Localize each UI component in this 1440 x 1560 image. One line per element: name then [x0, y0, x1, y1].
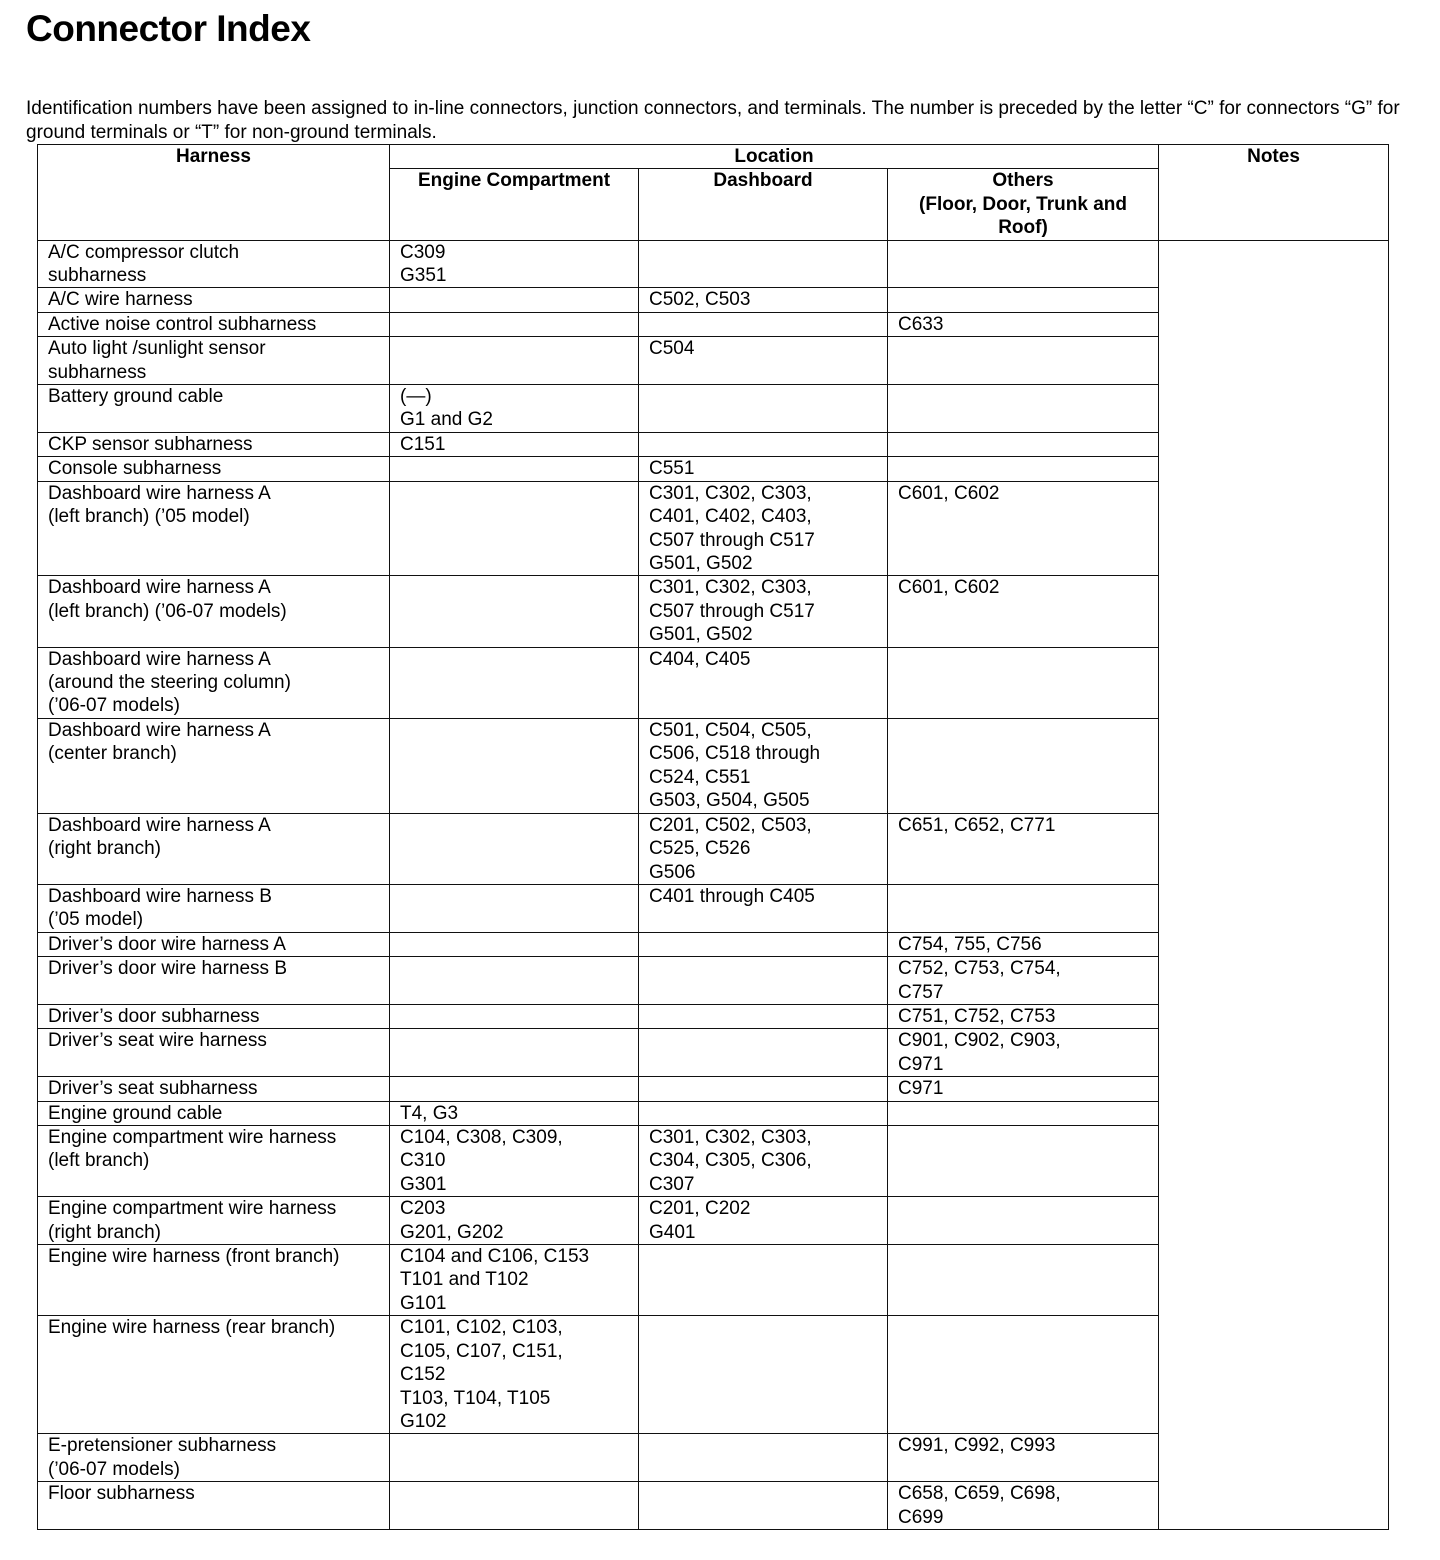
cell-dashboard [639, 1077, 888, 1101]
cell-harness: Dashboard wire harness A (right branch) [38, 813, 390, 884]
header-harness: Harness [38, 145, 390, 241]
cell-engine [390, 288, 639, 312]
cell-dashboard [639, 312, 888, 336]
cell-others [888, 647, 1159, 718]
cell-harness: Dashboard wire harness A (center branch) [38, 718, 390, 813]
cell-harness: CKP sensor subharness [38, 432, 390, 456]
cell-dashboard [639, 1101, 888, 1125]
cell-others: C751, C752, C753 [888, 1005, 1159, 1029]
cell-dashboard: C404, C405 [639, 647, 888, 718]
cell-dashboard [639, 1434, 888, 1482]
cell-dashboard [639, 385, 888, 433]
cell-harness: A/C wire harness [38, 288, 390, 312]
cell-harness: Driver’s seat wire harness [38, 1029, 390, 1077]
cell-engine [390, 576, 639, 647]
cell-others [888, 1316, 1159, 1434]
cell-harness: Dashboard wire harness B (’05 model) [38, 884, 390, 932]
cell-harness: E-pretensioner subharness (’06-07 models) [38, 1434, 390, 1482]
cell-others: C651, C652, C771 [888, 813, 1159, 884]
cell-engine: T4, G3 [390, 1101, 639, 1125]
cell-harness: Driver’s seat subharness [38, 1077, 390, 1101]
cell-engine [390, 647, 639, 718]
cell-dashboard [639, 1029, 888, 1077]
connector-index-table [37, 144, 1389, 1530]
cell-dashboard: C502, C503 [639, 288, 888, 312]
cell-others: C971 [888, 1077, 1159, 1101]
cell-engine [390, 884, 639, 932]
cell-others [888, 1101, 1159, 1125]
cell-others [888, 385, 1159, 433]
cell-dashboard [639, 1316, 888, 1434]
cell-harness: Engine wire harness (rear branch) [38, 1316, 390, 1434]
cell-engine [390, 1482, 639, 1530]
cell-others: C754, 755, C756 [888, 932, 1159, 956]
cell-engine [390, 312, 639, 336]
cell-dashboard: C551 [639, 457, 888, 481]
cell-engine [390, 1077, 639, 1101]
cell-harness: Driver’s door wire harness B [38, 957, 390, 1005]
table-row [38, 240, 1389, 288]
cell-dashboard: C301, C302, C303, C304, C305, C306, C307 [639, 1126, 888, 1197]
cell-engine [390, 718, 639, 813]
cell-engine: C104 and C106, C153 T101 and T102 G101 [390, 1245, 639, 1316]
header-engine-compartment: Engine Compartment [390, 169, 639, 240]
cell-dashboard: C201, C202 G401 [639, 1197, 888, 1245]
cell-others: C991, C992, C993 [888, 1434, 1159, 1482]
cell-harness: Active noise control subharness [38, 312, 390, 336]
cell-dashboard [639, 1482, 888, 1530]
cell-harness: Driver’s door wire harness A [38, 932, 390, 956]
cell-others: C601, C602 [888, 481, 1159, 576]
cell-dashboard [639, 240, 888, 288]
cell-others [888, 1126, 1159, 1197]
cell-harness: Auto light /sunlight sensor subharness [38, 337, 390, 385]
cell-engine [390, 813, 639, 884]
cell-dashboard [639, 1245, 888, 1316]
cell-dashboard [639, 957, 888, 1005]
cell-harness: Floor subharness [38, 1482, 390, 1530]
cell-others: C633 [888, 312, 1159, 336]
cell-dashboard [639, 432, 888, 456]
cell-engine [390, 1434, 639, 1482]
cell-others [888, 432, 1159, 456]
cell-engine [390, 1029, 639, 1077]
cell-engine [390, 957, 639, 1005]
cell-dashboard: C504 [639, 337, 888, 385]
cell-engine: C203 G201, G202 [390, 1197, 639, 1245]
cell-others: C752, C753, C754, C757 [888, 957, 1159, 1005]
cell-harness: Dashboard wire harness A (left branch) (’05 model) [38, 481, 390, 576]
cell-engine: C151 [390, 432, 639, 456]
cell-engine: C104, C308, C309, C310 G301 [390, 1126, 639, 1197]
cell-others [888, 718, 1159, 813]
cell-others [888, 240, 1159, 288]
cell-engine [390, 1005, 639, 1029]
header-others: Others (Floor, Door, Trunk and Roof) [888, 169, 1159, 240]
table-header-row [38, 145, 1389, 169]
cell-others: C601, C602 [888, 576, 1159, 647]
cell-harness: Driver’s door subharness [38, 1005, 390, 1029]
cell-engine [390, 337, 639, 385]
cell-engine: C101, C102, C103, C105, C107, C151, C152 T103, T104, T105 G102 [390, 1316, 639, 1434]
cell-dashboard [639, 1005, 888, 1029]
cell-engine: (—) G1 and G2 [390, 385, 639, 433]
cell-dashboard: C301, C302, C303, C401, C402, C403, C507 through C517 G501, G502 [639, 481, 888, 576]
cell-engine [390, 932, 639, 956]
cell-engine [390, 457, 639, 481]
cell-harness: Console subharness [38, 457, 390, 481]
cell-others: C901, C902, C903, C971 [888, 1029, 1159, 1077]
cell-harness: Engine wire harness (front branch) [38, 1245, 390, 1316]
cell-dashboard: C201, C502, C503, C525, C526 G506 [639, 813, 888, 884]
cell-engine [390, 481, 639, 576]
cell-others [888, 1245, 1159, 1316]
cell-harness: Engine compartment wire harness (right branch) [38, 1197, 390, 1245]
intro-paragraph: Identification numbers have been assigned to in-line connectors, junction connectors, and terminals. The number is preceded by the letter “C” for connectors “G” for ground terminals or “T” for non-ground terminals. [26, 98, 1400, 143]
cell-dashboard [639, 932, 888, 956]
cell-dashboard: C401 through C405 [639, 884, 888, 932]
header-dashboard: Dashboard [639, 169, 888, 240]
cell-harness: Battery ground cable [38, 385, 390, 433]
cell-others [888, 337, 1159, 385]
cell-harness: Dashboard wire harness A (around the steering column) (’06-07 models) [38, 647, 390, 718]
cell-dashboard: C301, C302, C303, C507 through C517 G501, G502 [639, 576, 888, 647]
cell-dashboard: C501, C504, C505, C506, C518 through C524, C551 G503, G504, G505 [639, 718, 888, 813]
cell-engine: C309 G351 [390, 240, 639, 288]
cell-others [888, 288, 1159, 312]
cell-others [888, 457, 1159, 481]
cell-harness: A/C compressor clutch subharness [38, 240, 390, 288]
cell-harness: Engine compartment wire harness (left branch) [38, 1126, 390, 1197]
cell-harness: Dashboard wire harness A (left branch) (’06-07 models) [38, 576, 390, 647]
cell-others [888, 1197, 1159, 1245]
header-notes: Notes [1159, 145, 1389, 241]
cell-harness: Engine ground cable [38, 1101, 390, 1125]
table-body [38, 240, 1389, 1529]
header-location: Location [390, 145, 1159, 169]
cell-notes [1159, 240, 1389, 1529]
cell-others [888, 884, 1159, 932]
cell-others: C658, C659, C698, C699 [888, 1482, 1159, 1530]
page-title: Connector Index [26, 8, 311, 49]
